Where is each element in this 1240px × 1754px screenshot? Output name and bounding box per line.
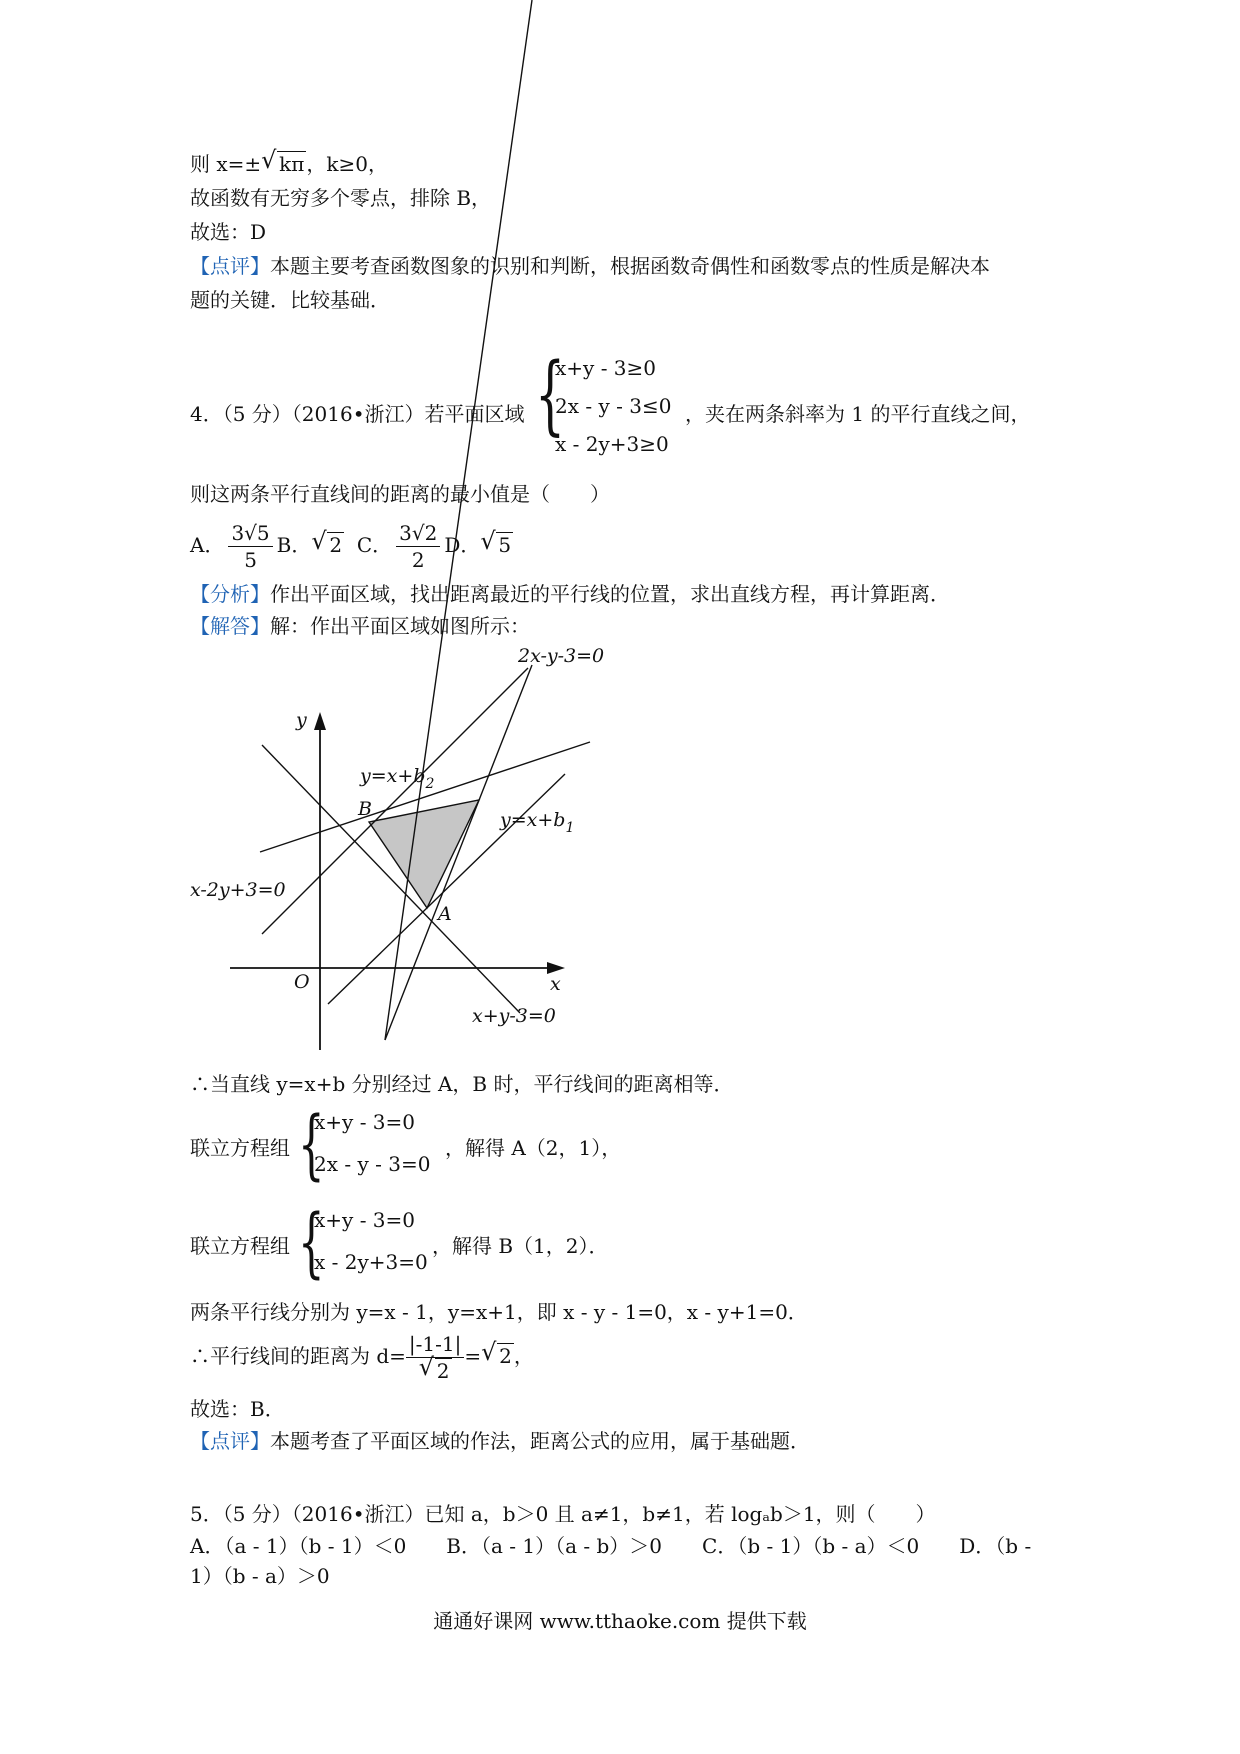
analysis-line: 【分析】作出平面区域，找出距离最近的平行线的位置，求出直线方程，再计算距离． [190,582,950,606]
label-origin: O [294,971,310,993]
label-y-axis: y [296,709,307,731]
analysis-tag: 【分析】 [190,582,270,606]
brace-icon: { [298,1197,325,1286]
option-b-sqrt: √ 2 [311,527,343,557]
question-4-suffix: ，夹在两条斜率为 1 的平行直线之间， [685,402,1031,426]
system-1-suffix: ，解得 A（2，1）， [445,1136,622,1160]
inequality-system: { x+y - 3≥0 2x - y - 3≤0 x - 2y+3≥0 [535,345,672,456]
solution-tag: 【解答】 [190,614,270,638]
option-a-fraction: $\frac{3√5}{5}$ [228,520,272,573]
question-5-options: A．（a - 1）（b - 1）＜0 B．（a - 1）（a - b）＞0 C．（b - 1）（b - a）＜0 D．（b - [190,1534,1032,1558]
review-tag: 【点评】 [190,1429,270,1453]
question-4-prefix: 4．（5 分）（2016•浙江）若平面区域 [190,402,525,426]
system-2-suffix: ，解得 B（1，2）． [432,1234,609,1258]
text-line: 则 x=± √ kπ ，k≥0， [190,146,389,176]
question-5-options-cont: 1）（b - a）＞0 [190,1564,330,1588]
review-tag: 【点评】 [190,254,270,278]
feasible-region [369,800,479,908]
label-y-x-b2: $y=x+b_2$ [360,765,435,792]
label-x-2y-3: x-2y+3=0 [190,879,286,901]
equation-system-2: { x+y - 3=0 x - 2y+3=0 [298,1197,428,1286]
label-x-axis: x [550,973,561,995]
choice-line: 故选：B． [190,1397,285,1421]
label-x-y-3: x+y-3=0 [472,1005,556,1027]
brace-icon: { [298,1099,325,1188]
distance-sqrt: √ 2 [418,1353,450,1383]
label-point-a: A [438,903,452,925]
brace-icon: { [535,345,566,445]
solution-line: 【解答】解：作出平面区域如图所示： [190,614,530,638]
label-point-b: B [358,798,372,820]
parallel-lines-line: 两条平行线分别为 y=x - 1，y=x+1，即 x - y - 1=0，x - y+1=0． [190,1300,808,1324]
system-1-prefix: 联立方程组 [190,1136,290,1160]
system-2-prefix: 联立方程组 [190,1234,290,1258]
sqrt-symbol: √ kπ [261,146,305,176]
question-5-line1: 5．（5 分）（2016•浙江）已知 a，b＞0 且 a≠1，b≠1，若 logₐb＞1，则（ ） [190,1502,936,1526]
review-line: 【点评】本题考查了平面区域的作法，距离公式的应用，属于基础题． [190,1429,810,1453]
y-axis-arrow-icon [314,712,326,730]
page-footer: 通通好课网 www.tthaoke.com 提供下载 [433,1609,807,1633]
distance-fraction: |-1-1| √ 2 [406,1331,464,1384]
option-d-sqrt: √ 5 [480,527,512,557]
distance-result-sqrt: √ 2 [481,1338,512,1368]
distance-line: ∴平行线间的距离为 d= |-1-1| √ 2 = √ 2 ， [190,1326,534,1386]
line-2x-y-3 [385,0,532,1040]
text-line: 题的关键．比较基础． [190,288,390,312]
text-line: 故选：D [190,220,267,244]
question-4-options: A． $\frac{3√5}{5}$ B． √ 2 C． $\frac{3√2}{2}$ D． √ 5 [190,515,513,575]
review-line: 【点评】本题主要考查函数图象的识别和判断，根据函数奇偶性和函数零点的性质是解决本 [190,254,990,278]
after-figure-line: ∴当直线 y=x+b 分别经过 A，B 时，平行线间的距离相等． [190,1072,734,1096]
label-y-x-b1: $y=x+b_1$ [500,809,575,836]
question-4-line2: 则这两条平行直线间的距离的最小值是（ ） [190,482,610,506]
option-c-fraction: $\frac{3√2}{2}$ [396,520,440,573]
text-line: 故函数有无穷多个零点，排除 B， [190,186,492,210]
line-y-x-b2 [262,668,528,934]
equation-system-1: { x+y - 3=0 2x - y - 3=0 [298,1099,431,1188]
label-2x-y-3: 2x-y-3=0 [518,645,605,667]
